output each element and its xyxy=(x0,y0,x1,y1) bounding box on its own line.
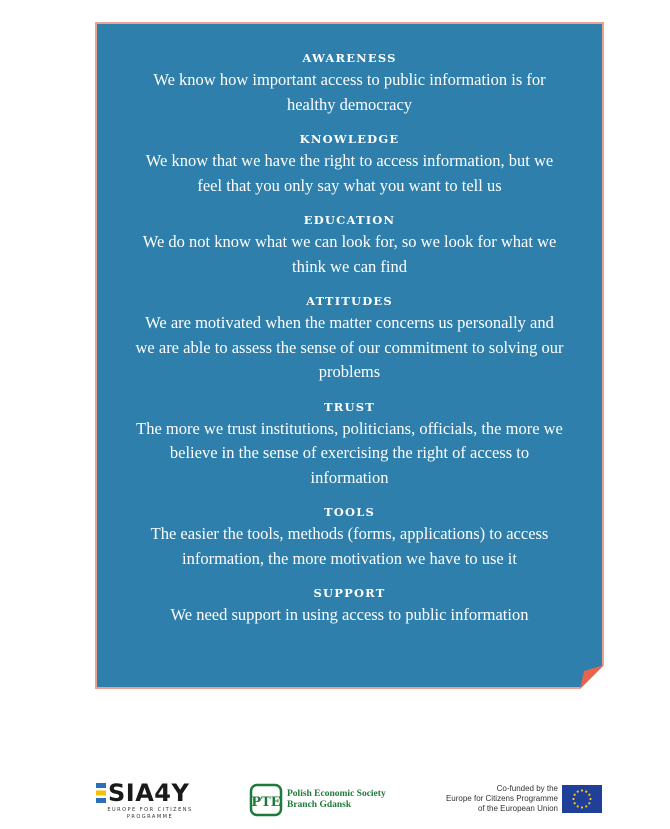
section-education xyxy=(97,212,602,279)
sia4y-logo xyxy=(96,780,200,822)
section-text: We do not know what we can look for, so we look for what we think we can find xyxy=(142,232,557,276)
section-heading: EDUCATION xyxy=(303,213,396,227)
footer-logos xyxy=(0,775,670,825)
eu-star xyxy=(585,805,587,807)
sia4y-logo-text: SIA4Y xyxy=(108,779,190,807)
section-heading: AWARENESS xyxy=(302,51,397,65)
eu-star xyxy=(574,802,576,804)
section-tools xyxy=(97,504,602,571)
pte-name xyxy=(287,789,386,811)
eu-flag-icon xyxy=(562,785,602,813)
eu-star xyxy=(589,798,591,800)
eu-star xyxy=(577,805,579,807)
pte-emblem-text: PTE xyxy=(251,795,281,810)
info-card xyxy=(95,22,604,689)
section-attitudes xyxy=(97,293,602,385)
page-fold-corner xyxy=(580,665,604,689)
section-heading: KNOWLEDGE xyxy=(299,132,400,146)
section-text: We know that we have the right to access information, but we feel that you only say what you want to tell us xyxy=(145,151,554,195)
eu-cofunding xyxy=(430,783,610,819)
section-text: The more we trust institutions, politicians, officials, the more we believe in the sense of exercising the right of access to information xyxy=(136,418,563,487)
section-text: We know how important access to public information is for healthy democracy xyxy=(153,70,546,114)
pte-emblem-icon xyxy=(249,783,283,817)
section-text: The easier the tools, methods (forms, applications) to access information, the more motivation we have to use it xyxy=(150,524,549,568)
sections-list xyxy=(97,50,602,642)
eu-line3: of the European Union xyxy=(477,804,558,813)
sia4y-subtitle: EUROPE FOR CITIZENS PROGRAMME xyxy=(107,807,193,820)
eu-line2: Europe for Citizens Programme xyxy=(445,794,558,803)
eu-star xyxy=(581,806,583,808)
eu-cofunding-text xyxy=(446,784,558,814)
eu-star xyxy=(588,802,590,804)
pte-name-line1: Polish Economic Society xyxy=(287,789,386,799)
pte-logo xyxy=(249,783,409,819)
section-knowledge xyxy=(97,131,602,198)
section-heading: ATTITUDES xyxy=(306,294,393,308)
eu-star xyxy=(581,789,583,791)
section-text: We need support in using access to public information xyxy=(170,605,529,624)
eu-star xyxy=(574,794,576,796)
sia4y-stripes-icon xyxy=(96,783,106,803)
section-heading: TRUST xyxy=(323,399,375,414)
section-heading: TOOLS xyxy=(324,505,375,519)
section-awareness xyxy=(97,50,602,117)
section-text: We are motivated when the matter concerns us personally and we are able to assess the sense of our commitment to solving our problems xyxy=(135,313,564,381)
section-trust xyxy=(97,399,602,491)
eu-line1: Co-funded by the xyxy=(496,784,558,793)
section-support xyxy=(97,585,602,628)
pte-name-line2: Branch Gdansk xyxy=(287,800,352,810)
eu-star xyxy=(588,794,590,796)
eu-star xyxy=(572,798,574,800)
section-heading: SUPPORT xyxy=(313,586,386,600)
eu-star xyxy=(577,791,579,793)
eu-star xyxy=(585,791,587,793)
